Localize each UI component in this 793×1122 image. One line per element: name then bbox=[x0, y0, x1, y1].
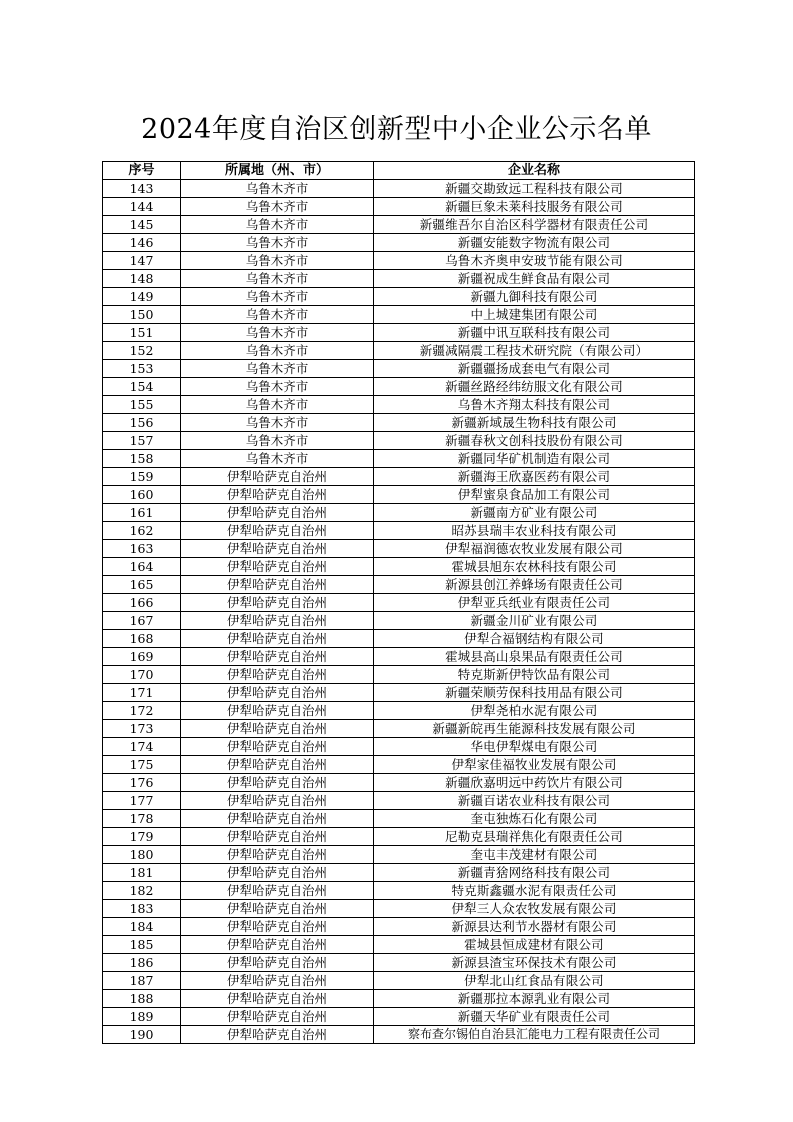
serial-number-cell: 171 bbox=[103, 684, 181, 702]
company-name-cell: 新疆祝成生鲜食品有限公司 bbox=[374, 270, 695, 288]
company-name-cell: 特克斯新伊特饮品有限公司 bbox=[374, 666, 695, 684]
region-cell: 乌鲁木齐市 bbox=[181, 342, 374, 360]
company-name-cell: 新疆金川矿业有限公司 bbox=[374, 612, 695, 630]
region-cell: 伊犁哈萨克自治州 bbox=[181, 918, 374, 936]
company-name-cell: 新疆维吾尔自治区科学器材有限责任公司 bbox=[374, 216, 695, 234]
region-cell: 伊犁哈萨克自治州 bbox=[181, 738, 374, 756]
serial-number-cell: 179 bbox=[103, 828, 181, 846]
serial-number-cell: 164 bbox=[103, 558, 181, 576]
company-name-cell: 乌鲁木齐奥申安玻节能有限公司 bbox=[374, 252, 695, 270]
table-row bbox=[103, 342, 695, 360]
company-name-cell: 新疆同华矿机制造有限公司 bbox=[374, 450, 695, 468]
company-name-cell: 尼勒克县瑞祥焦化有限责任公司 bbox=[374, 828, 695, 846]
company-name-cell: 新源县创江养蜂场有限责任公司 bbox=[374, 576, 695, 594]
region-cell: 乌鲁木齐市 bbox=[181, 450, 374, 468]
company-list-table bbox=[102, 161, 695, 1044]
table-row bbox=[103, 324, 695, 342]
header-serial-number: 序号 bbox=[103, 162, 181, 180]
table-row bbox=[103, 990, 695, 1008]
serial-number-cell: 176 bbox=[103, 774, 181, 792]
table-row bbox=[103, 756, 695, 774]
table-row bbox=[103, 450, 695, 468]
table-row bbox=[103, 828, 695, 846]
table-row bbox=[103, 540, 695, 558]
table-header-row bbox=[103, 162, 695, 180]
serial-number-cell: 187 bbox=[103, 972, 181, 990]
header-region: 所属地（州、市） bbox=[181, 162, 374, 180]
region-cell: 伊犁哈萨克自治州 bbox=[181, 594, 374, 612]
region-cell: 伊犁哈萨克自治州 bbox=[181, 936, 374, 954]
serial-number-cell: 153 bbox=[103, 360, 181, 378]
table-row bbox=[103, 864, 695, 882]
region-cell: 伊犁哈萨克自治州 bbox=[181, 666, 374, 684]
table-row bbox=[103, 198, 695, 216]
region-cell: 伊犁哈萨克自治州 bbox=[181, 954, 374, 972]
region-cell: 伊犁哈萨克自治州 bbox=[181, 522, 374, 540]
page-title: 2024年度自治区创新型中小企业公示名单 bbox=[141, 114, 652, 145]
company-name-cell: 伊犁亚兵纸业有限责任公司 bbox=[374, 594, 695, 612]
serial-number-cell: 151 bbox=[103, 324, 181, 342]
company-name-cell: 伊犁尧柏水泥有限公司 bbox=[374, 702, 695, 720]
company-name-cell: 奎屯独炼石化有限公司 bbox=[374, 810, 695, 828]
table-row bbox=[103, 414, 695, 432]
region-cell: 乌鲁木齐市 bbox=[181, 288, 374, 306]
serial-number-cell: 169 bbox=[103, 648, 181, 666]
table-row bbox=[103, 630, 695, 648]
company-name-cell: 新疆百诺农业科技有限公司 bbox=[374, 792, 695, 810]
serial-number-cell: 185 bbox=[103, 936, 181, 954]
company-name-cell: 新疆新皖再生能源科技发展有限公司 bbox=[374, 720, 695, 738]
table-row bbox=[103, 702, 695, 720]
serial-number-cell: 145 bbox=[103, 216, 181, 234]
company-name-cell: 霍城县旭东农林科技有限公司 bbox=[374, 558, 695, 576]
table-row bbox=[103, 684, 695, 702]
table-row bbox=[103, 972, 695, 990]
serial-number-cell: 144 bbox=[103, 198, 181, 216]
company-name-cell: 新疆荣顺劳保科技用品有限公司 bbox=[374, 684, 695, 702]
table-row bbox=[103, 558, 695, 576]
serial-number-cell: 181 bbox=[103, 864, 181, 882]
region-cell: 乌鲁木齐市 bbox=[181, 360, 374, 378]
serial-number-cell: 170 bbox=[103, 666, 181, 684]
region-cell: 伊犁哈萨克自治州 bbox=[181, 648, 374, 666]
serial-number-cell: 186 bbox=[103, 954, 181, 972]
table-row bbox=[103, 792, 695, 810]
region-cell: 伊犁哈萨克自治州 bbox=[181, 792, 374, 810]
company-name-cell: 新源县渣宝环保技术有限公司 bbox=[374, 954, 695, 972]
company-name-cell: 察布查尔锡伯自治县汇能电力工程有限责任公司 bbox=[374, 1026, 695, 1044]
company-name-cell: 新疆南方矿业有限公司 bbox=[374, 504, 695, 522]
company-name-cell: 新疆欣嘉明远中药饮片有限公司 bbox=[374, 774, 695, 792]
serial-number-cell: 158 bbox=[103, 450, 181, 468]
serial-number-cell: 175 bbox=[103, 756, 181, 774]
table-row bbox=[103, 648, 695, 666]
table-row bbox=[103, 720, 695, 738]
company-name-cell: 伊犁蜜泉食品加工有限公司 bbox=[374, 486, 695, 504]
table-row bbox=[103, 666, 695, 684]
table-row bbox=[103, 396, 695, 414]
table-row bbox=[103, 522, 695, 540]
table-row bbox=[103, 576, 695, 594]
serial-number-cell: 146 bbox=[103, 234, 181, 252]
table-row bbox=[103, 270, 695, 288]
region-cell: 伊犁哈萨克自治州 bbox=[181, 864, 374, 882]
serial-number-cell: 178 bbox=[103, 810, 181, 828]
header-company-name: 企业名称 bbox=[374, 162, 695, 180]
region-cell: 乌鲁木齐市 bbox=[181, 216, 374, 234]
company-name-cell: 新疆巨象未莱科技服务有限公司 bbox=[374, 198, 695, 216]
company-name-cell: 新疆青猞网络科技有限公司 bbox=[374, 864, 695, 882]
region-cell: 伊犁哈萨克自治州 bbox=[181, 576, 374, 594]
company-name-cell: 新源县达利节水器材有限公司 bbox=[374, 918, 695, 936]
region-cell: 乌鲁木齐市 bbox=[181, 252, 374, 270]
serial-number-cell: 143 bbox=[103, 180, 181, 198]
serial-number-cell: 166 bbox=[103, 594, 181, 612]
company-name-cell: 昭苏县瑞丰农业科技有限公司 bbox=[374, 522, 695, 540]
company-name-cell: 特克斯鑫疆水泥有限责任公司 bbox=[374, 882, 695, 900]
serial-number-cell: 154 bbox=[103, 378, 181, 396]
company-name-cell: 新疆疆扬成套电气有限公司 bbox=[374, 360, 695, 378]
region-cell: 乌鲁木齐市 bbox=[181, 306, 374, 324]
serial-number-cell: 155 bbox=[103, 396, 181, 414]
region-cell: 伊犁哈萨克自治州 bbox=[181, 774, 374, 792]
region-cell: 伊犁哈萨克自治州 bbox=[181, 972, 374, 990]
company-name-cell: 新疆九御科技有限公司 bbox=[374, 288, 695, 306]
company-name-cell: 霍城县恒成建材有限公司 bbox=[374, 936, 695, 954]
serial-number-cell: 149 bbox=[103, 288, 181, 306]
serial-number-cell: 156 bbox=[103, 414, 181, 432]
region-cell: 伊犁哈萨克自治州 bbox=[181, 846, 374, 864]
region-cell: 乌鲁木齐市 bbox=[181, 270, 374, 288]
serial-number-cell: 159 bbox=[103, 468, 181, 486]
table-row bbox=[103, 1026, 695, 1044]
table-row bbox=[103, 1008, 695, 1026]
region-cell: 伊犁哈萨克自治州 bbox=[181, 756, 374, 774]
table-row bbox=[103, 288, 695, 306]
company-name-cell: 新疆那拉本源乳业有限公司 bbox=[374, 990, 695, 1008]
serial-number-cell: 150 bbox=[103, 306, 181, 324]
table-row bbox=[103, 306, 695, 324]
table-row bbox=[103, 846, 695, 864]
region-cell: 伊犁哈萨克自治州 bbox=[181, 882, 374, 900]
table-row bbox=[103, 252, 695, 270]
table-row bbox=[103, 882, 695, 900]
table-row bbox=[103, 810, 695, 828]
table-row bbox=[103, 936, 695, 954]
serial-number-cell: 173 bbox=[103, 720, 181, 738]
table-row bbox=[103, 774, 695, 792]
company-name-cell: 伊犁三人众农牧发展有限公司 bbox=[374, 900, 695, 918]
company-name-cell: 伊犁北山红食品有限公司 bbox=[374, 972, 695, 990]
serial-number-cell: 167 bbox=[103, 612, 181, 630]
company-name-cell: 新疆新域晟生物科技有限公司 bbox=[374, 414, 695, 432]
serial-number-cell: 190 bbox=[103, 1026, 181, 1044]
company-name-cell: 新疆减隔震工程技术研究院（有限公司） bbox=[374, 342, 695, 360]
company-name-cell: 伊犁合福钢结构有限公司 bbox=[374, 630, 695, 648]
table-row bbox=[103, 900, 695, 918]
table-row bbox=[103, 954, 695, 972]
company-name-cell: 新疆春秋文创科技股份有限公司 bbox=[374, 432, 695, 450]
table-row bbox=[103, 360, 695, 378]
table-row bbox=[103, 594, 695, 612]
serial-number-cell: 160 bbox=[103, 486, 181, 504]
table-row bbox=[103, 918, 695, 936]
region-cell: 伊犁哈萨克自治州 bbox=[181, 468, 374, 486]
table-row bbox=[103, 612, 695, 630]
region-cell: 伊犁哈萨克自治州 bbox=[181, 1026, 374, 1044]
region-cell: 伊犁哈萨克自治州 bbox=[181, 1008, 374, 1026]
company-name-cell: 乌鲁木齐翔太科技有限公司 bbox=[374, 396, 695, 414]
table-row bbox=[103, 378, 695, 396]
company-name-cell: 霍城县高山泉果品有限责任公司 bbox=[374, 648, 695, 666]
serial-number-cell: 189 bbox=[103, 1008, 181, 1026]
serial-number-cell: 168 bbox=[103, 630, 181, 648]
company-name-cell: 新疆中讯互联科技有限公司 bbox=[374, 324, 695, 342]
serial-number-cell: 157 bbox=[103, 432, 181, 450]
serial-number-cell: 177 bbox=[103, 792, 181, 810]
region-cell: 乌鲁木齐市 bbox=[181, 198, 374, 216]
serial-number-cell: 180 bbox=[103, 846, 181, 864]
company-name-cell: 伊犁家佳福牧业发展有限公司 bbox=[374, 756, 695, 774]
company-name-cell: 奎屯丰茂建材有限公司 bbox=[374, 846, 695, 864]
region-cell: 乌鲁木齐市 bbox=[181, 378, 374, 396]
region-cell: 伊犁哈萨克自治州 bbox=[181, 900, 374, 918]
company-name-cell: 新疆交勘致远工程科技有限公司 bbox=[374, 180, 695, 198]
region-cell: 伊犁哈萨克自治州 bbox=[181, 828, 374, 846]
serial-number-cell: 163 bbox=[103, 540, 181, 558]
serial-number-cell: 148 bbox=[103, 270, 181, 288]
serial-number-cell: 152 bbox=[103, 342, 181, 360]
table-row bbox=[103, 738, 695, 756]
table-row bbox=[103, 180, 695, 198]
serial-number-cell: 183 bbox=[103, 900, 181, 918]
region-cell: 乌鲁木齐市 bbox=[181, 324, 374, 342]
region-cell: 伊犁哈萨克自治州 bbox=[181, 990, 374, 1008]
region-cell: 伊犁哈萨克自治州 bbox=[181, 702, 374, 720]
region-cell: 伊犁哈萨克自治州 bbox=[181, 558, 374, 576]
region-cell: 乌鲁木齐市 bbox=[181, 234, 374, 252]
serial-number-cell: 162 bbox=[103, 522, 181, 540]
region-cell: 乌鲁木齐市 bbox=[181, 432, 374, 450]
table-row bbox=[103, 216, 695, 234]
region-cell: 伊犁哈萨克自治州 bbox=[181, 486, 374, 504]
company-name-cell: 中上城建集团有限公司 bbox=[374, 306, 695, 324]
table-row bbox=[103, 504, 695, 522]
region-cell: 伊犁哈萨克自治州 bbox=[181, 810, 374, 828]
serial-number-cell: 174 bbox=[103, 738, 181, 756]
region-cell: 乌鲁木齐市 bbox=[181, 414, 374, 432]
serial-number-cell: 184 bbox=[103, 918, 181, 936]
serial-number-cell: 165 bbox=[103, 576, 181, 594]
serial-number-cell: 172 bbox=[103, 702, 181, 720]
company-name-cell: 伊犁福润德农牧业发展有限公司 bbox=[374, 540, 695, 558]
serial-number-cell: 188 bbox=[103, 990, 181, 1008]
region-cell: 伊犁哈萨克自治州 bbox=[181, 612, 374, 630]
table-row bbox=[103, 486, 695, 504]
region-cell: 伊犁哈萨克自治州 bbox=[181, 504, 374, 522]
company-name-cell: 新疆海王欣嘉医药有限公司 bbox=[374, 468, 695, 486]
serial-number-cell: 147 bbox=[103, 252, 181, 270]
company-name-cell: 华电伊犁煤电有限公司 bbox=[374, 738, 695, 756]
table-row bbox=[103, 468, 695, 486]
region-cell: 伊犁哈萨克自治州 bbox=[181, 630, 374, 648]
company-name-cell: 新疆安能数字物流有限公司 bbox=[374, 234, 695, 252]
company-name-cell: 新疆丝路经纬纺服文化有限公司 bbox=[374, 378, 695, 396]
region-cell: 伊犁哈萨克自治州 bbox=[181, 684, 374, 702]
table-row bbox=[103, 234, 695, 252]
serial-number-cell: 161 bbox=[103, 504, 181, 522]
company-name-cell: 新疆天华矿业有限责任公司 bbox=[374, 1008, 695, 1026]
region-cell: 伊犁哈萨克自治州 bbox=[181, 540, 374, 558]
serial-number-cell: 182 bbox=[103, 882, 181, 900]
region-cell: 伊犁哈萨克自治州 bbox=[181, 720, 374, 738]
region-cell: 乌鲁木齐市 bbox=[181, 396, 374, 414]
region-cell: 乌鲁木齐市 bbox=[181, 180, 374, 198]
table-row bbox=[103, 432, 695, 450]
